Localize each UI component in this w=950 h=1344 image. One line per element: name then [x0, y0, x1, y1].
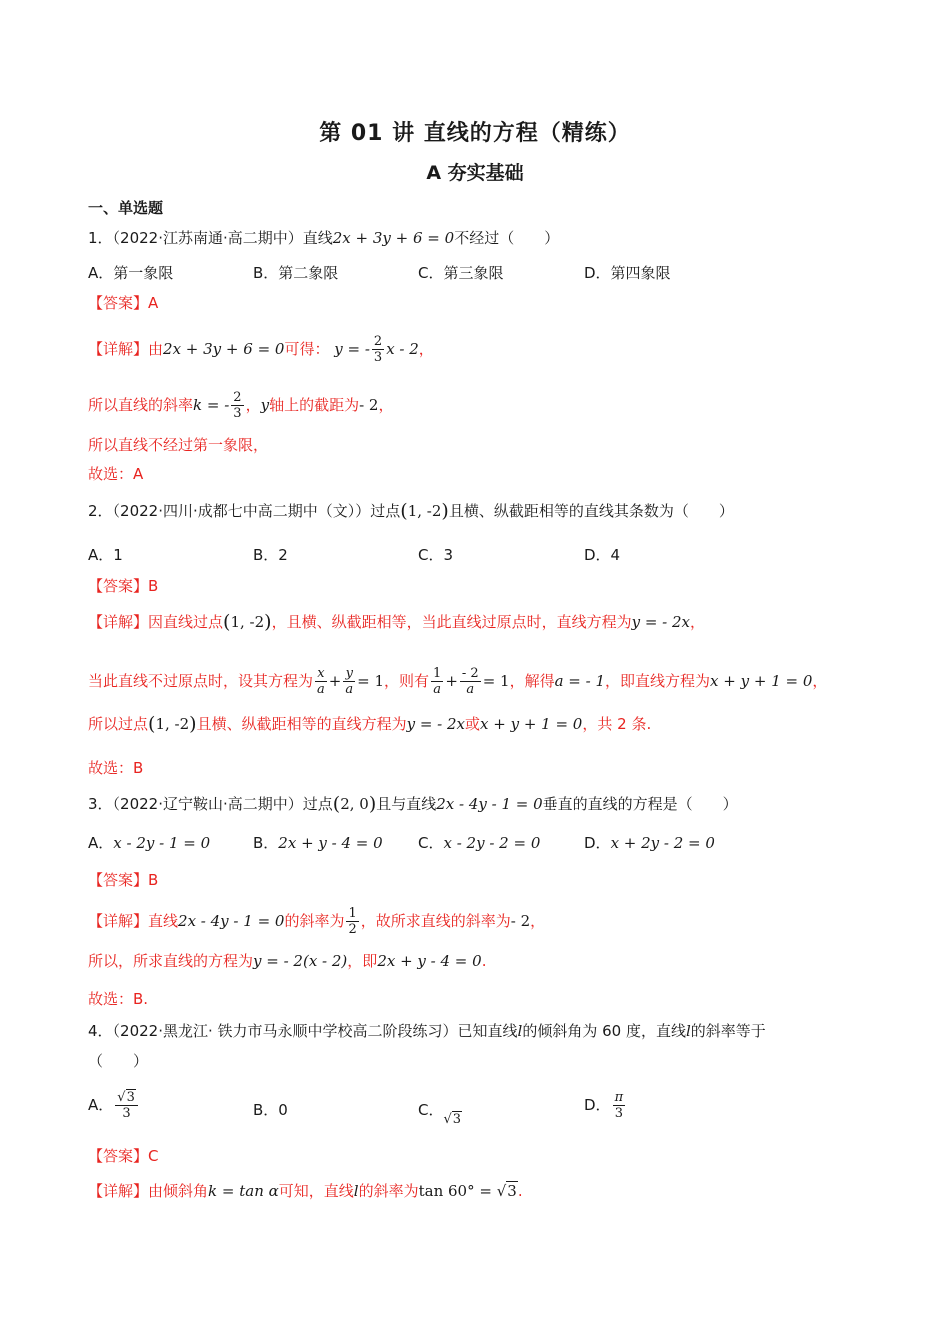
q4-stem: 4．（2022·黑龙江· 铁力市马永顺中学校高二阶段练习）已知直线l的倾斜角为 60 度，直线l的斜率等于 — [88, 1022, 766, 1040]
q1-conclusion: 故选：A — [88, 465, 144, 483]
q3-detail-line-1: 【详解】直线2x - 4y - 1 = 0的斜率为 $\frac{1}{2}$ ，故所求直线的斜率为- 2， — [88, 906, 546, 937]
q3-answer: 【答案】B — [88, 871, 159, 889]
q3-option-b: B．2x + y - 4 = 0 — [253, 834, 383, 852]
q1-option-a: A．第一象限 — [88, 264, 174, 282]
q3-stem: 3．（2022·辽宁鞍山·高二期中）过点(2, 0)且与直线2x - 4y - 1 = 0垂直的直线的方程是（ ） — [88, 793, 738, 815]
q4-detail-line-1: 【详解】由倾斜角k = tan α可知，直线l的斜率为tan 60° = √3. — [88, 1182, 523, 1200]
q2-option-a: A．1 — [88, 546, 123, 564]
q3-option-c: C．x - 2y - 2 = 0 — [418, 834, 541, 852]
q1-fraction: $\frac{2}{3}$ — [373, 334, 383, 365]
q3-option-d: D．x + 2y - 2 = 0 — [584, 834, 715, 852]
q2-answer: 【答案】B — [88, 577, 159, 595]
q1-slope-fraction: $\frac{2}{3}$ — [233, 390, 242, 421]
q3-option-a: A．x - 2y - 1 = 0 — [88, 834, 211, 852]
q1-option-c: C．第三象限 — [418, 264, 504, 282]
q2-option-d: D．4 — [584, 546, 621, 564]
q4-option-d: D． $\frac{\pi}{3}$ — [584, 1090, 624, 1121]
q1-detail-line-3: 所以直线不经过第一象限， — [88, 436, 269, 454]
q1-option-b: B．第二象限 — [253, 264, 339, 282]
page-title: 第 01 讲 直线的方程（精练） — [319, 121, 631, 146]
q2-option-b: B．2 — [253, 546, 288, 564]
section-heading: 一、单选题 — [88, 199, 164, 217]
q1-detail-line-1: 【详解】由2x + 3y + 6 = 0可得： y = - $\frac{2}{3}$ x - 2， — [88, 334, 434, 365]
q4-stem-line-2: （ ） — [88, 1052, 149, 1070]
q2-detail-line-3: 所以过点(1, -2)且横、纵截距相等的直线方程为y = - 2x或x + y + 1 = 0，共 2 条. — [88, 713, 652, 735]
q2-detail-line-1: 【详解】因直线过点(1, -2)，且横、纵截距相等，当此直线过原点时，直线方程为y = - 2x， — [88, 611, 706, 633]
q2-option-c: C．3 — [418, 546, 454, 564]
q4-answer: 【答案】C — [88, 1147, 159, 1165]
q4-option-b: B．0 — [253, 1101, 288, 1119]
q2-detail-line-2: 当此直线不过原点时，设其方程为 $\frac{x}{a}$ + $\frac{y}{a}$ = 1，则有 $\frac{1}{a}$ + $\frac{- 2}{a}$ = 1，解得a = - 1，即直线方程为x + y + 1 = 0， — [88, 666, 828, 697]
q3-detail-line-2: 所以，所求直线的方程为y = - 2(x - 2)，即2x + y - 4 = 0. — [88, 952, 487, 970]
q1-equation: 2x + 3y + 6 = 0 — [332, 229, 455, 247]
q4-option-a: A． $\frac{√3}{3}$ — [88, 1090, 140, 1121]
q1-option-d: D．第四象限 — [584, 264, 671, 282]
page-subtitle: A 夯实基础 — [426, 162, 524, 184]
q2-conclusion: 故选：B — [88, 759, 144, 777]
q3-slope-fraction: $\frac{1}{2}$ — [348, 906, 357, 937]
q2-stem: 2．（2022·四川·成都七中高二期中（文））过点(1, -2)且横、纵截距相等的直线其条数为（ ） — [88, 500, 734, 522]
q1-stem: 1．（2022·江苏南通·高二期中）直线2x + 3y + 6 = 0不经过（ ） — [88, 229, 560, 247]
q3-conclusion: 故选：B. — [88, 990, 149, 1008]
q1-detail-line-2: 所以直线的斜率k = - $\frac{2}{3}$ ，y轴上的截距为- 2， — [88, 390, 394, 421]
q1-answer: 【答案】A — [88, 294, 159, 312]
q4-option-c: C．√3 — [418, 1101, 462, 1127]
